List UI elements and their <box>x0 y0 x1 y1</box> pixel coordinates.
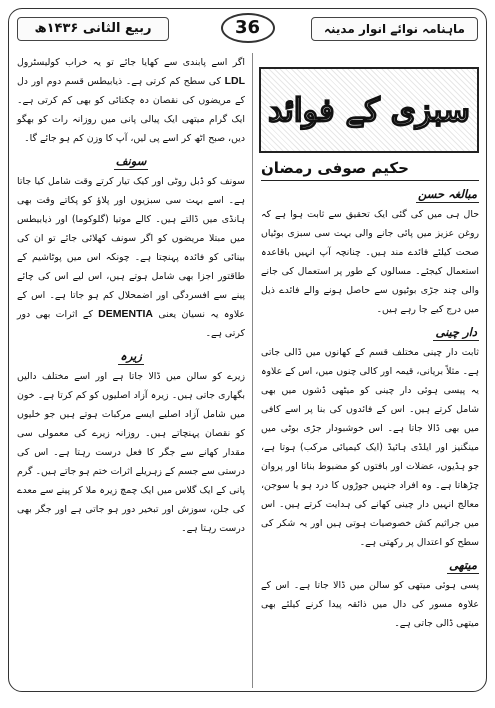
section-heading-row <box>17 345 245 367</box>
page-number: 36 <box>221 13 275 43</box>
continued-text-end: کی سطح کم کرتی ہے۔ ذیابیطس قسم دوم اور دل کے مریضوں کی نقصان دہ چکنائی کو بھی کم کرتی ہے۔ ایک گرام میتھی ایک پیالی پانی میں روزانہ رات کو بھگو دیں، صبح اٹھ کر اسے پی لیں، آپ کا وزن کم ہو جائے گا۔ <box>17 76 245 144</box>
continued-paragraph <box>17 53 245 148</box>
intro-heading-row <box>261 183 479 205</box>
title-box <box>259 67 479 153</box>
dementia-term: DEMENTIA <box>98 308 153 320</box>
section-text-zeera: زیرے کو سالن میں ڈالا جاتا ہے اور اسے مختلف دالیں بگھاری جاتی ہیں۔ زیرہ آزاد اصلیوں کو کم کرتا ہے۔ خون میں شامل آزاد اصلیے ایسے مرکبات ہوتے ہیں جو خلیوں کو نقصان پہنچاتے ہیں۔ روزانہ زیرے کی معمولی سی مقدار کھانے سے جگر کا فعل درست رہتا ہے۔ اس کی درستی سے جسم کے زہریلے اثرات ختم ہو جاتے ہیں۔ گرم پانی کے ایک گلاس میں ایک چمچ زیرہ ملا کر پینے سے معدے کی جلن، سوزش اور تبخیر دور ہو جاتی ہے اور جگر بھی درست رہتا ہے۔ <box>17 371 245 534</box>
saunf-text-end: کے اثرات بھی دور کرتی ہے۔ <box>17 309 245 339</box>
author-name: حکیم صوفی رمضان <box>261 159 409 177</box>
left-column <box>17 53 245 687</box>
saunf-text: سونف کو ڈبل روٹی اور کیک تیار کرتے وقت شامل کیا جاتا ہے۔ اسے بہت سی سبزیوں اور پلاؤ کو پکاتے وقت بھی ہانڈی میں ڈالتے ہیں۔ کالے موتیا (گلوکوما) اور ذیابیطس میں مبتلا مریضوں کو اگر سونف کھلائی جائے تو ان کی بینائی کو فائدہ پہنچتا ہے۔ چونکہ اس میں پوٹاشیم کے طاقتور اجزا بھی شامل ہوتے ہیں، اس لیے اس کی چائے پینے سے افسردگی اور اضمحلال کم ہو جاتا ہے۔ اس کے علاوہ یہ نسیان یعنی <box>17 176 246 320</box>
issue-date: ربیع الثانی ۱۴۳۶ھ <box>17 17 169 41</box>
section-heading-row <box>17 150 245 172</box>
intro-paragraph: حال ہی میں کی گئی ایک تحقیق سے ثابت ہوا ہے کہ روغن عزیز میں پائی جانے والی بہت سی سبزی بوٹیاں صحت کیلئے فائدے مند ہیں۔ چنانچہ آپ انہیں باقاعدہ استعمال کیجئے۔ مسالوں کے طور پر استعمال کی جانے والی چند جڑی بوٹیوں سے حاصل ہونے والے فائدے ذیل میں درج کیے جا رہے ہیں۔ <box>261 209 479 315</box>
magazine-name: ماہنامہ نوائے انوار مدینہ <box>311 17 478 41</box>
right-column <box>261 53 479 687</box>
page-header <box>9 9 486 49</box>
section-text-methi: پسی ہوئی میتھی کو سالن میں ڈالا جاتا ہے۔ اس کے علاوہ مسور کی دال میں ذائقہ پیدا کرنے کیلئے بھی میتھی ڈالی جاتی ہے۔ <box>261 580 479 629</box>
section-heading-methi: میتھی <box>449 558 477 572</box>
section-text-saunf <box>17 172 245 343</box>
magazine-page <box>8 8 487 692</box>
section-text-darchini: ثابت دار چینی مختلف قسم کے کھانوں میں ڈالی جاتی ہے۔ مثلاً بریانی، قیمہ اور کالی چنوں میں، اس کے علاوہ یہ پیسی ہوئی دار چینی کو میٹھی ڈشوں میں بھی شامل کرتے ہیں۔ اس کے فائدوں کی بنا پر اسے کافی میں بھی ڈالا جاتا ہے۔ اس خوشبودار جڑی بوٹی میں مینگنیز اور ایلڈی ہائیڈ (ایک کیمیائی مرکب) ہوتا ہے، جو ہڈیوں، عضلات اور بافتوں کو مضبوط بناتا اور پروان چڑھاتا ہے۔ وہ افراد جنہیں جوڑوں کا درد ہو یا سوجن، معالج انہیں دار چینی کھانے کی ہدایت کرتے ہیں۔ اس میں جراثیم کش خصوصیات ہوتی ہیں اور یہ شکر کی سطح کو اعتدال پر رکھتی ہے۔ <box>261 347 479 548</box>
section-heading-darchini: دار چینی <box>435 325 477 339</box>
ldl-term: LDL <box>224 75 245 87</box>
column-divider <box>252 53 253 688</box>
section-heading-saunf: سونف <box>115 154 147 168</box>
intro-heading: مبالغہ حسن <box>417 187 477 201</box>
section-heading-row <box>261 321 479 343</box>
section-heading-zeera: زیرہ <box>120 349 142 363</box>
article-title: سبزی کے فوائد <box>268 91 470 129</box>
author-rule <box>261 180 479 181</box>
section-heading-row <box>261 554 479 576</box>
continued-text-start: اگر اسے پابندی سے کھایا جائے تو یہ خراب کولیسٹرول <box>17 57 245 68</box>
